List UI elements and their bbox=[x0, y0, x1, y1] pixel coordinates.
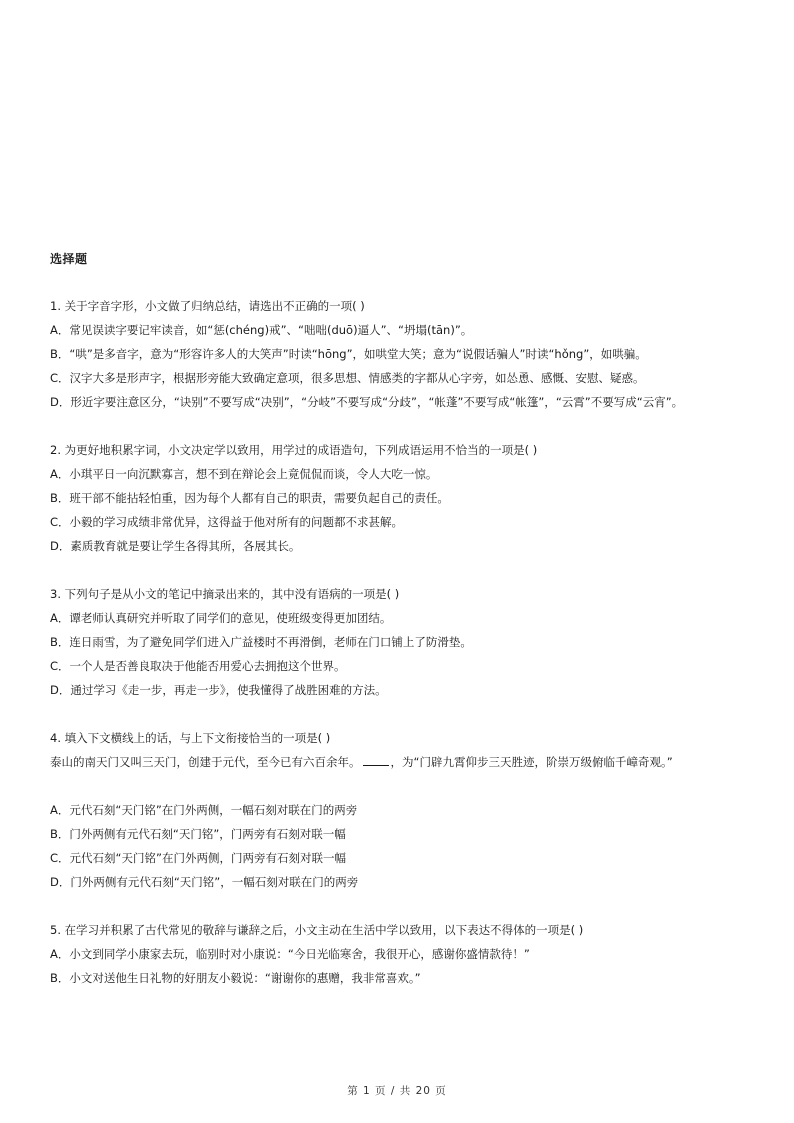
option-c: C．元代石刻“天门铭”在门外两侧，门两旁有石刻对联一幅 bbox=[50, 851, 346, 865]
passage-after: ，为“门辟九霄仰步三天胜迹，阶崇万级俯临千嶂奇观。” bbox=[390, 755, 673, 769]
question-list bbox=[50, 294, 750, 1014]
option-b: B．“哄”是多音字，意为“形容许多人的大笑声”时读“hōng”，如哄堂大笑；意为“说假话骗人”时读“hǒng”，如哄骗。 bbox=[50, 347, 647, 361]
option-a: A．常见误读字要记牢读音，如“惩(chéng)戒”、“咄咄(duō)逼人”、“坍塌(tān)”。 bbox=[50, 323, 473, 337]
question-passage bbox=[50, 750, 750, 774]
option-d: D．门外两侧有元代石刻“天门铭”，一幅石刻对联在门的两旁 bbox=[50, 875, 359, 889]
option-a: A．小文到同学小康家去玩，临别时对小康说：“今日光临寒舍，我很开心，感谢你盛情款待！” bbox=[50, 947, 530, 961]
question-2 bbox=[50, 438, 750, 558]
question-stem: 2. 为更好地积累字词，小文决定学以致用，用学过的成语造句，下列成语运用不恰当的一项是( ) bbox=[50, 443, 538, 457]
passage-before: 泰山的南天门又叫三天门，创建于元代，至今已有六百余年。 bbox=[50, 755, 361, 769]
option-a: A．小琪平日一向沉默寡言，想不到在辩论会上竟侃侃而谈，令人大吃一惊。 bbox=[50, 467, 438, 481]
question-1 bbox=[50, 294, 750, 414]
option-c: C．汉字大多是形声字，根据形旁能大致确定意项，很多思想、情感类的字都从心字旁，如怂恿、感慨、安慰、疑惑。 bbox=[50, 371, 645, 385]
page-footer: 第 1 页 / 共 20 页 bbox=[347, 1085, 447, 1097]
option-d: D．通过学习《走一步，再走一步》，使我懂得了战胜困难的方法。 bbox=[50, 683, 387, 697]
question-stem: 5. 在学习并积累了古代常见的敬辞与谦辞之后，小文主动在生活中学以致用，以下表达不得体的一项是( ) bbox=[50, 923, 584, 937]
question-3 bbox=[50, 582, 750, 702]
option-d: D．形近字要注意区分，“诀别”不要写成“决别”，“分岐”不要写成“分歧”，“帐蓬”不要写成“帐篷”，“云霄”不要写成“云宵”。 bbox=[50, 395, 684, 409]
fill-in-blank bbox=[363, 752, 389, 766]
option-d: D．素质教育就是要让学生各得其所，各展其长。 bbox=[50, 539, 301, 553]
option-b: B．连日雨雪，为了避免同学们进入广益楼时不再滑倒，老师在门口铺上了防滑垫。 bbox=[50, 635, 472, 649]
option-b: B．班干部不能拈轻怕重，因为每个人都有自己的职责，需要负起自己的责任。 bbox=[50, 491, 449, 505]
question-stem: 3. 下列句子是从小文的笔记中摘录出来的，其中没有语病的一项是( ) bbox=[50, 587, 400, 601]
question-stem: 1. 关于字音字形，小文做了归纳总结，请选出不正确的一项( ) bbox=[50, 299, 365, 313]
question-stem: 4. 填入下文横线上的话，与上下文衔接恰当的一项是( ) bbox=[50, 731, 331, 745]
option-a: A．元代石刻“天门铭”在门外两侧，一幅石刻对联在门的两旁 bbox=[50, 803, 358, 817]
question-4 bbox=[50, 726, 750, 894]
option-b: B．小文对送他生日礼物的好朋友小毅说：“谢谢你的惠赠，我非常喜欢。” bbox=[50, 971, 421, 985]
option-b: B．门外两侧有元代石刻“天门铭”，门两旁有石刻对联一幅 bbox=[50, 827, 346, 841]
option-a: A．谭老师认真研究并听取了同学们的意见，使班级变得更加团结。 bbox=[50, 611, 392, 625]
option-c: C．一个人是否善良取决于他能否用爱心去拥抱这个世界。 bbox=[50, 659, 346, 673]
option-c: C．小毅的学习成绩非常优异，这得益于他对所有的问题都不求甚解。 bbox=[50, 515, 404, 529]
section-title: 选择题 bbox=[50, 252, 88, 266]
question-5 bbox=[50, 918, 750, 990]
